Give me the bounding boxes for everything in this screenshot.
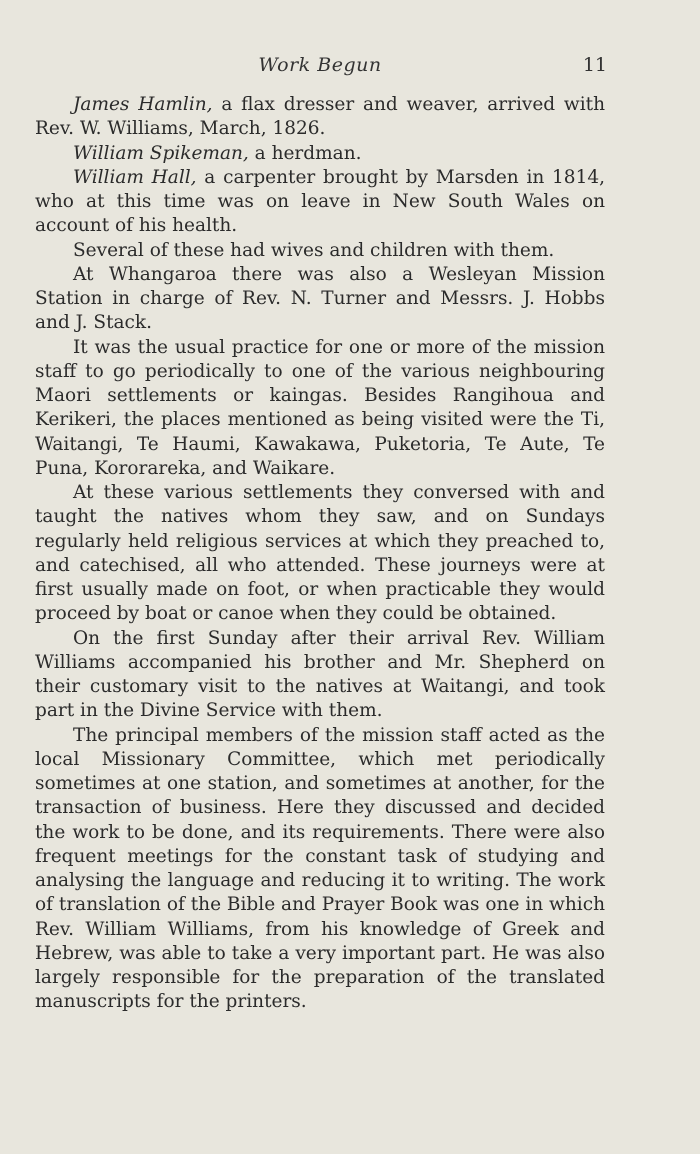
paragraph: Several of these had wives and children with them. [73,239,555,261]
paragraph: At these various settlements they conversed with and taught the natives whom they saw, and on Sundays regularly held religious services at which they preached to, and catechised, all who attended. These journeys were at first usually made on foot, or when practicable they would proceed by boat or canoe when they could be obtained. [35,482,605,625]
person-name: James Hamlin, [73,94,213,115]
paragraph: It was the usual practice for one or more of the mission staff to go periodically to one of the various neighbouring Maori settlements or kaingas. Besides Rangihoua and Kerikeri, the places mentioned as being visited were the Ti, Waitangi, Te Haumi, Kawakawa, Puketoria, Te Aute, Te Puna, Kororareka, and Waikare. [35,336,605,479]
page-header [0,54,700,80]
page-number: 11 [582,54,607,76]
paragraph: At Whangaroa there was also a Wesleyan Mission Station in charge of Rev. N. Turner and Messrs. J. Hobbs and J. Stack. [35,263,605,334]
paragraph: James Hamlin, a flax dresser and weaver, arrived with Rev. W. Williams, March, 1826. [35,94,605,140]
paragraph: The principal members of the mission staff acted as the local Missionary Committee, which met periodically sometimes at one station, and sometimes at another, for the transaction of business. Here they discussed and decided the work to be done, and its requirements. There were also frequent meetings for the constant task of studying and analysing the language and reducing it to writing. The work of translation of the Bible and Prayer Book was one in which Rev. William Williams, from his knowledge of Greek and Hebrew, was able to take a very important part. He was also largely responsible for the preparation of the translated manuscripts for the printers. [35,724,605,1013]
person-name: William Hall, [73,166,197,188]
paragraph: On the first Sunday after their arrival Rev. William Williams accompanied his brother and Mr. Shepherd on their customary visit to the natives at Waitangi, and took part in the Divine Service with them. [35,627,605,722]
paragraph: William Spikeman, a herdman. [73,142,362,164]
body-text [35,93,605,1015]
running-title: Work Begun [258,54,382,76]
paragraph: William Hall, a carpenter brought by Marsden in 1814, who at this time was on leave in New South Wales on account of his health. [35,166,605,237]
person-name: William Spikeman, [73,142,249,164]
